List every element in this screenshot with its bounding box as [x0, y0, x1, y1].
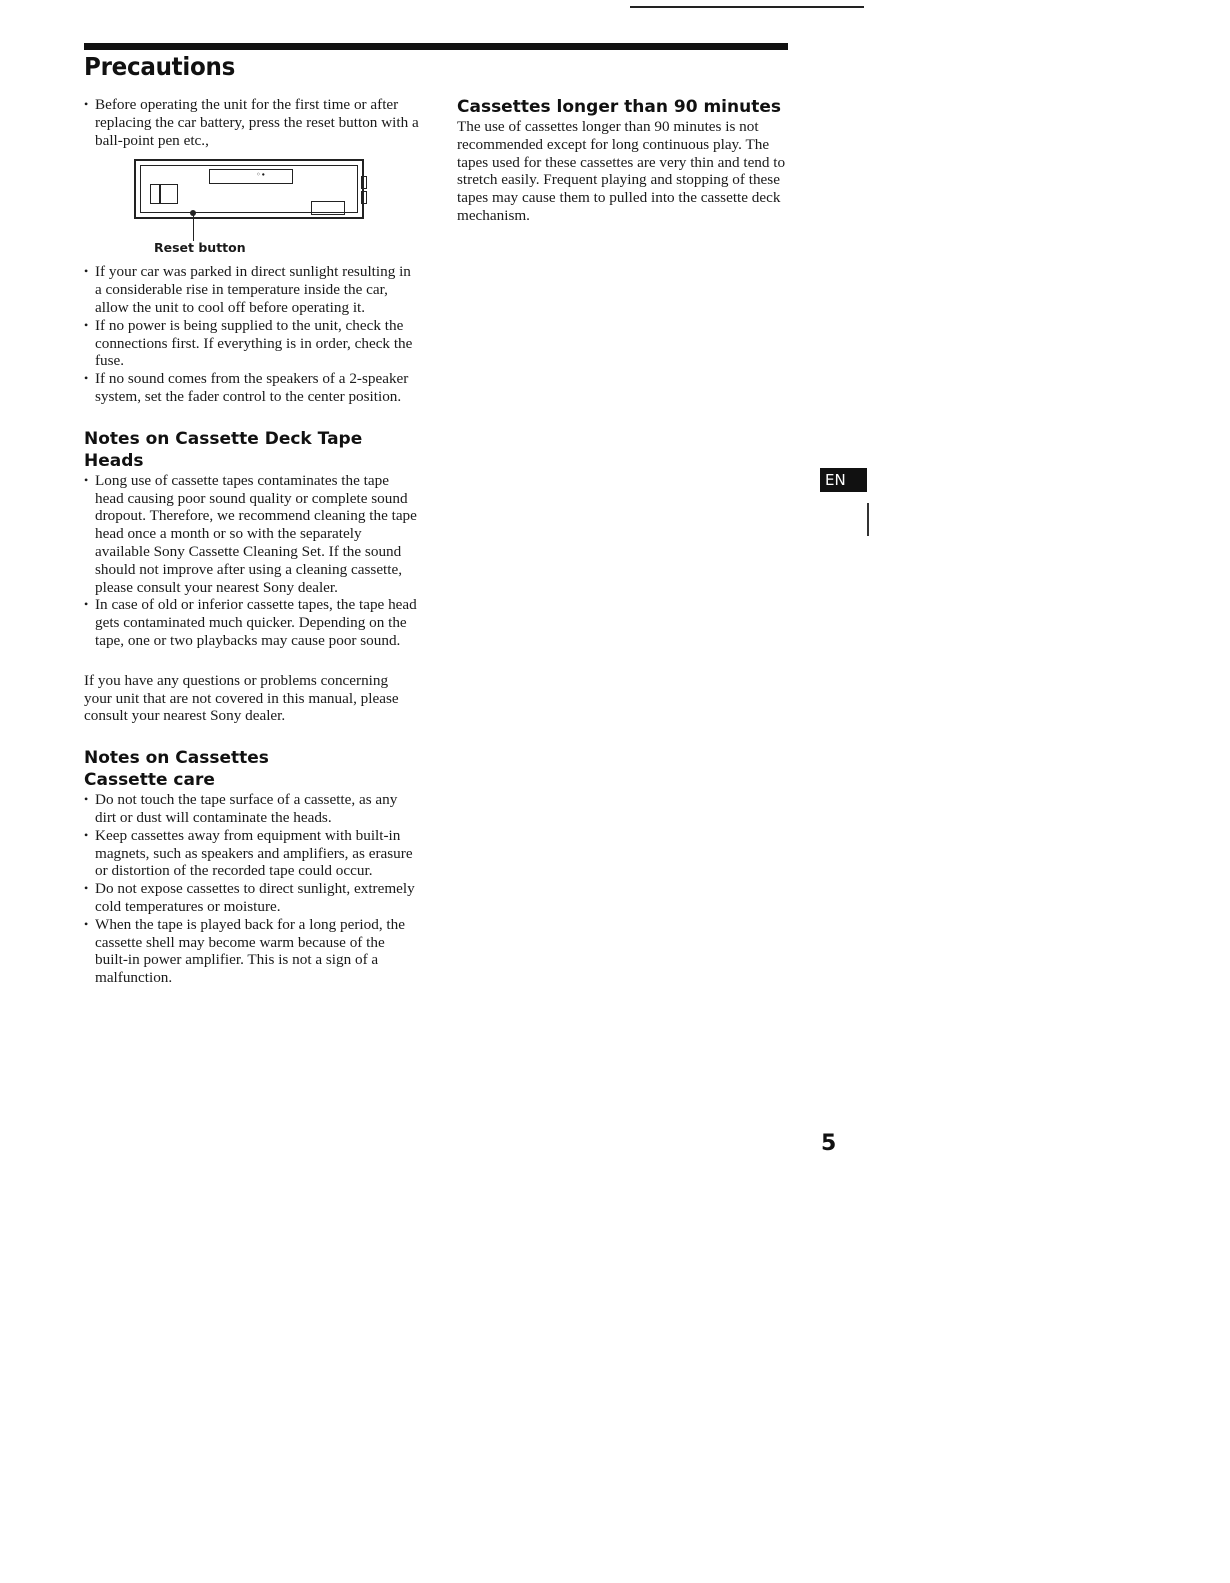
page-number: 5: [821, 1131, 837, 1156]
list-item: • If your car was parked in direct sunlight resulting in a considerable rise in temperature inside the car, allow the unit to cool off before operating it.: [84, 263, 419, 316]
car-stereo-front-panel: [134, 159, 364, 219]
eject-button-icon: [150, 184, 178, 204]
list-item: • If no power is being supplied to the unit, check the connections first. If everything is in order, check the fuse.: [84, 317, 419, 370]
margin-marker: [867, 503, 869, 536]
questions-paragraph: If you have any questions or problems concerning your unit that are not covered in this manual, please consult your nearest Sony dealer.: [84, 671, 399, 725]
reset-button-label: Reset button: [154, 240, 246, 256]
list-item: • Keep cassettes away from equipment with built-in magnets, such as speakers and amplifiers, as erasure or distortion of the recorded tape could occur.: [84, 827, 419, 880]
list-item: • In case of old or inferior cassette tapes, the tape head gets contaminated much quicker. Depending on the tape, one or two playbacks may cause poor sound.: [84, 596, 419, 649]
display-window: [311, 201, 345, 215]
heading-tape-heads: Notes on Cassette Deck Tape Heads: [84, 428, 363, 471]
tape-mark-icon: ◦∙: [256, 170, 266, 180]
language-badge: EN: [820, 468, 867, 492]
reset-button-figure: [132, 157, 419, 257]
cassette-care-bullet-list: [84, 791, 419, 987]
subheading-cassette-care: Cassette care: [84, 770, 215, 791]
list-item: • If no sound comes from the speakers of a 2-speaker system, set the fader control to the center position.: [84, 370, 419, 406]
panel-inner-frame: [140, 165, 358, 213]
heading-long-cassettes: Cassettes longer than 90 minutes: [457, 97, 781, 117]
title-bar: [84, 43, 788, 50]
list-item: • When the tape is played back for a long period, the cassette shell may become warm because of the built-in power amplifier. This is not a sign of a malfunction.: [84, 916, 419, 987]
cassette-slot: [209, 169, 293, 184]
page-title: Precautions: [84, 52, 236, 81]
callout-line: [193, 215, 195, 241]
tape-heads-bullet-list: [84, 472, 419, 650]
list-item: • Do not touch the tape surface of a cassette, as any dirt or dust will contaminate the heads.: [84, 791, 419, 827]
side-clip: [361, 176, 367, 189]
list-item: • Long use of cassette tapes contaminates the tape head causing poor sound quality or complete sound dropout. Therefore, we recommend cleaning the tape head once a month or so with the separately available Sony Cassette Cleaning Set. If the sound should not improve after using a cleaning cassette, please consult your nearest Sony dealer.: [84, 472, 419, 597]
list-item: • Before operating the unit for the first time or after replacing the car battery, press the reset button with a ball-point pen etc.,: [84, 96, 419, 149]
top-rule: [630, 6, 864, 8]
right-column: [457, 96, 797, 225]
list-item: • Do not expose cassettes to direct sunlight, extremely cold temperatures or moisture.: [84, 880, 419, 916]
side-clip: [361, 191, 367, 204]
left-column: [84, 96, 419, 987]
precautions-bullet-list: [84, 263, 419, 405]
heading-notes-on-cassettes: Notes on Cassettes: [84, 748, 269, 769]
long-cassettes-paragraph: The use of cassettes longer than 90 minutes is not recommended except for long continuous play. The tapes used for these cassettes are very thin and tend to stretch easily. Frequent playing and stopping of these tapes may cause them to pulled into the cassette deck mechanism.: [457, 118, 786, 224]
intro-bullet-list: [84, 96, 419, 149]
